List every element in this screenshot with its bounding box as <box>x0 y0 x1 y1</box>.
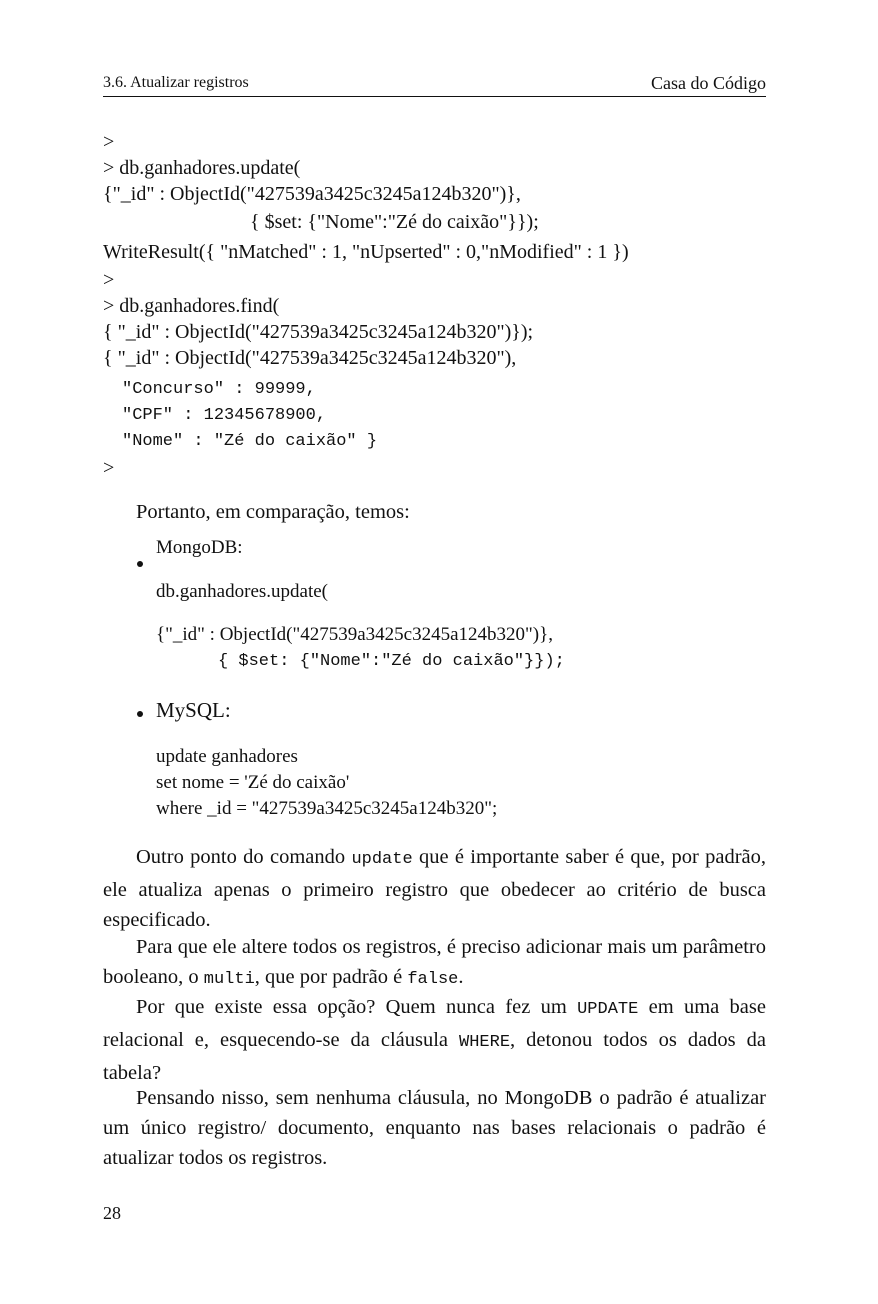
code-line: "Nome" : "Zé do caixão" } <box>122 432 378 451</box>
paragraph <box>103 1083 766 1173</box>
code-line: { "_id" : ObjectId("427539a3425c3245a124b320"), <box>103 347 517 369</box>
list-item-label: MySQL: <box>156 698 231 722</box>
inline-code: multi <box>203 970 255 989</box>
paragraph <box>103 842 766 935</box>
code-line: WriteResult({ "nMatched" : 1, "nUpserted" : 0,"nModified" : 1 }) <box>103 241 629 263</box>
text: que é importante saber é que, por padrão, ele atualiza apenas o primeiro registro que obedecer ao critério de busca especificado. <box>103 846 766 931</box>
text: Pensando nisso, sem nenhuma cláusula, no MongoDB o padrão é atualizar um único registro/ documento, enquanto nas bases relacionais o padrão é atualizar todos os registros. <box>103 1087 766 1169</box>
running-header <box>103 72 766 97</box>
code-line: > <box>103 269 115 291</box>
text: em uma base relacional e, esquecendo-se da cláusula <box>103 996 766 1051</box>
text: . <box>458 966 464 988</box>
text: , que por padrão é <box>254 966 408 988</box>
code-line: > db.ganhadores.find( <box>103 295 280 317</box>
code-line: where _id = "427539a3425c3245a124b320"; <box>156 798 498 819</box>
code-line: {"_id" : ObjectId("427539a3425c3245a124b320")}, <box>103 183 521 205</box>
bullet-icon <box>137 561 143 567</box>
inline-code: false <box>407 970 459 989</box>
code-line: db.ganhadores.update( <box>156 581 328 602</box>
code-line: update ganhadores <box>156 746 298 767</box>
inline-code: UPDATE <box>577 1000 639 1019</box>
code-line: > <box>103 457 115 479</box>
list-item-label: MongoDB: <box>156 537 243 558</box>
code-line: { "_id" : ObjectId("427539a3425c3245a124b320")}); <box>103 321 534 343</box>
comparison-intro: Portanto, em comparação, temos: <box>136 501 410 523</box>
text: , detonou todos os dados da tabela? <box>103 1029 766 1084</box>
page-number: 28 <box>103 1203 121 1223</box>
code-line: > db.ganhadores.update( <box>103 157 301 179</box>
bullet-icon <box>137 711 143 717</box>
code-line: > <box>103 131 115 153</box>
inline-code: WHERE <box>459 1033 511 1052</box>
code-line: {"_id" : ObjectId("427539a3425c3245a124b320")}, <box>156 624 553 645</box>
code-line: { $set: {"Nome":"Zé do caixão"}}); <box>218 652 565 671</box>
paragraph <box>103 932 766 995</box>
text: Por que existe essa opção? Quem nunca fez um <box>136 996 578 1018</box>
code-line: { $set: {"Nome":"Zé do caixão"}}); <box>250 211 539 233</box>
paragraph <box>103 992 766 1088</box>
code-line: set nome = 'Zé do caixão' <box>156 772 350 793</box>
code-line: "Concurso" : 99999, <box>122 380 316 399</box>
section-title: 3.6. Atualizar registros <box>103 74 249 91</box>
inline-code: update <box>351 850 413 869</box>
text: Outro ponto do comando <box>136 846 352 868</box>
text: Para que ele altere todos os registros, é preciso adicionar mais um parâmetro booleano, o <box>103 936 766 988</box>
code-line: "CPF" : 12345678900, <box>122 406 327 425</box>
publisher-name: Casa do Código <box>651 73 766 93</box>
